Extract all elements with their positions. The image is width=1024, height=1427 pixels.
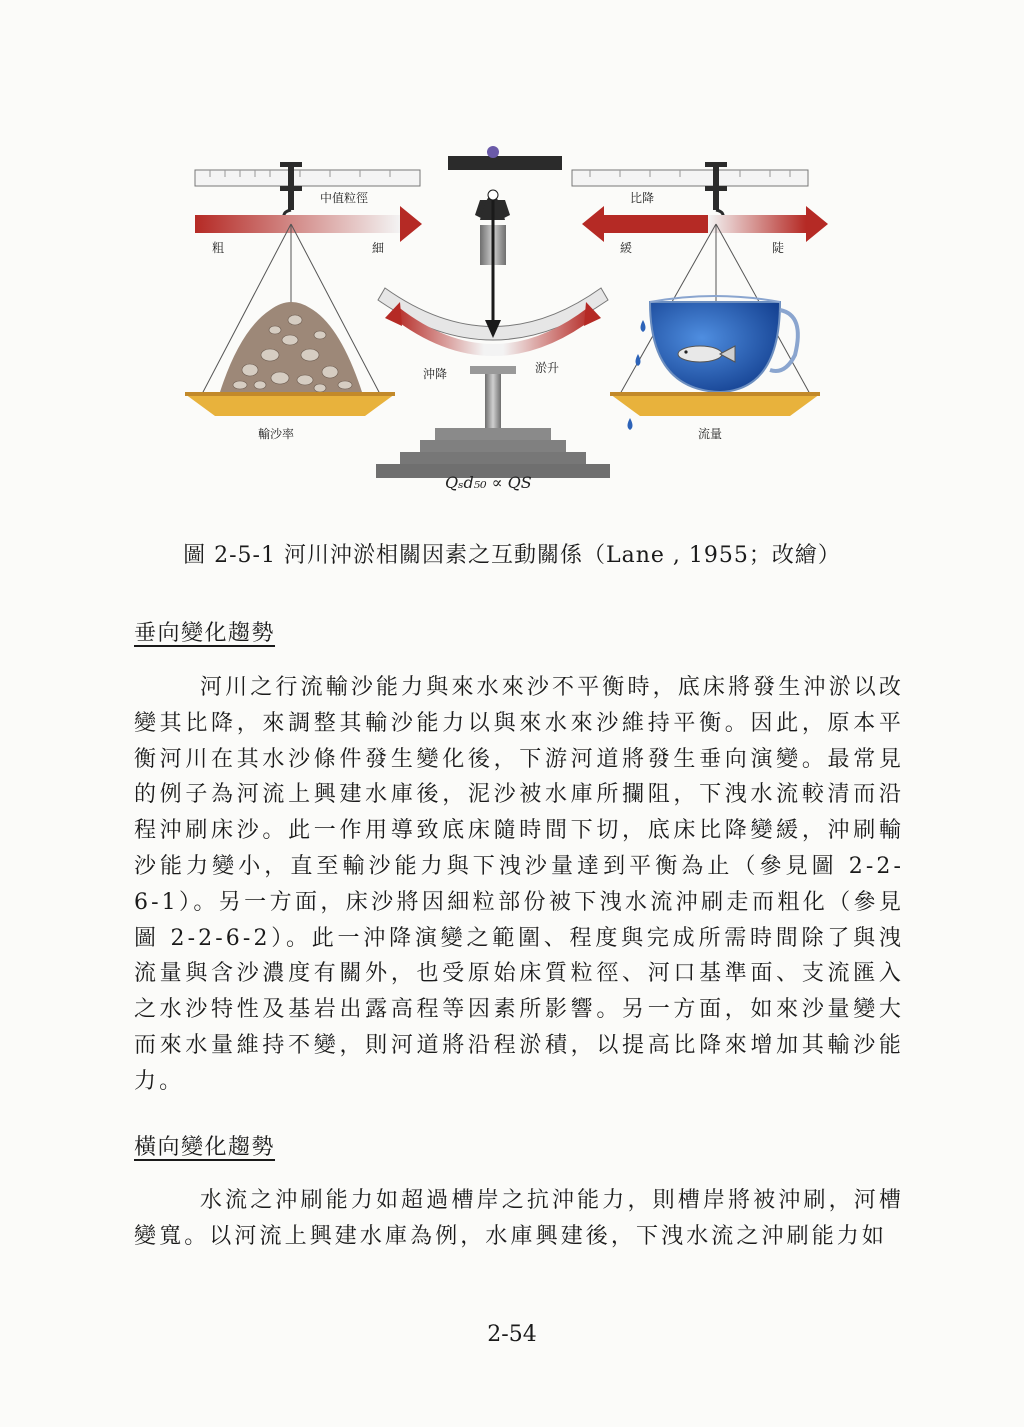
right-ruler — [572, 170, 808, 186]
sediment-pile-icon — [220, 302, 362, 392]
water-jug-icon — [650, 296, 798, 392]
section-heading-lateral: 橫向變化趨勢 — [134, 1135, 276, 1160]
lane-equation: Qₛd₅₀ ∝ QS — [445, 473, 532, 492]
right-pan — [610, 392, 820, 416]
left-pan — [185, 392, 395, 416]
grain-size-arrow — [195, 206, 422, 242]
discharge-label: 流量 — [698, 427, 723, 441]
section-paragraph-vertical: 河川之行流輸沙能力與來水來沙不平衡時，底床將發生沖淤以改變其比降，來調整其輸沙能力以與來水來沙維持平衡。因此，原本平衡河川在其水沙條件發生變化後，下游河道將發生垂向演變。最常見的例子為河流上興建水庫後，泥沙被水庫所攔阻，下洩水流較清而沿程沖刷床沙。此一作用導致底床隨時間下切，底床比降變緩，沖刷輸沙能力變小，直至輸沙能力與下洩沙量達到平衡為止（參見圖 2-2-6-1）。另一方面，床沙將因細粒部份被下洩水流沖刷走而粗化（參見圖 2-2-6-2）。此一沖降演變之範圍、程度與完成所需時間除了與洩流量與含沙濃度有關外，也受原始床質粒徑、河口基準面、支流匯入之水沙特性及基岩出露高程等因素所影響。另一方面，如來沙量變大而來水量維持不變，則河道將沿程淤積，以提高比降來增加其輸沙能力。 — [134, 675, 904, 1094]
section-paragraph-lateral: 水流之沖刷能力如超過槽岸之抗沖能力，則槽岸將被沖刷，河槽變寬。以河流上興建水庫為例，水庫興建後，下洩水流之沖刷能力如 — [134, 1188, 904, 1249]
left-ruler — [195, 170, 420, 186]
figure-caption: 圖 2-5-1 河川沖淤相關因素之互動關係（Lane , 1955；改繪） — [183, 543, 841, 568]
median-grain-size-label: 中值粒徑 — [320, 191, 369, 205]
steep-label: 陡 — [772, 241, 785, 255]
degradation-label: 沖降 — [423, 367, 448, 381]
slope-arrow — [582, 206, 828, 242]
aggradation-label: 淤升 — [535, 361, 560, 375]
balance-beam — [448, 146, 562, 170]
gentle-label: 緩 — [620, 241, 633, 255]
page-number: 2-54 — [487, 1322, 537, 1347]
lane-balance-figure — [180, 140, 840, 510]
sediment-rate-label: 輸沙率 — [258, 427, 295, 441]
section-heading-vertical: 垂向變化趨勢 — [134, 621, 276, 646]
fine-label: 細 — [372, 241, 385, 255]
coarse-label: 粗 — [212, 241, 225, 255]
slope-label: 比降 — [630, 191, 655, 205]
